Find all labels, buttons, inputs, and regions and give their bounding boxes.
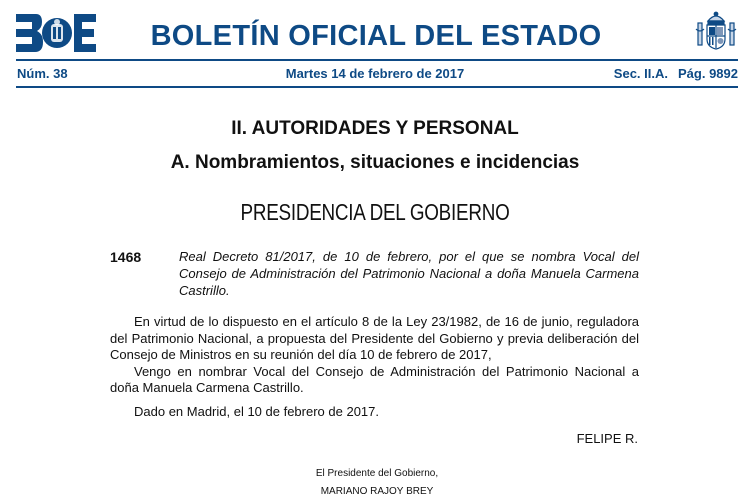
ministry-heading: PRESIDENCIA DEL GOBIERNO bbox=[240, 199, 510, 225]
header-rule-bottom bbox=[16, 86, 738, 88]
issue-number: Núm. 38 bbox=[17, 66, 68, 81]
body-paragraph: Vengo en nombrar Vocal del Consejo de Administración del Patrimonio Nacional a doña Manuela Carmena Castrillo. bbox=[110, 363, 639, 395]
section-page-info bbox=[614, 66, 738, 81]
item-number: 1468 bbox=[110, 249, 142, 265]
page-number: Pág. 9892 bbox=[678, 66, 738, 81]
item-summary: Real Decreto 81/2017, de 10 de febrero, por el que se nombra Vocal del Consejo de Administración del Patrimonio Nacional a doña Manuela Carmena Castrillo. bbox=[179, 249, 639, 298]
section-title: II. AUTORIDADES Y PERSONAL bbox=[231, 118, 519, 139]
section-code: Sec. II.A. bbox=[613, 66, 668, 81]
issue-date: Martes 14 de febrero de 2017 bbox=[285, 66, 465, 81]
decree-body bbox=[110, 314, 639, 397]
spain-coat-of-arms-icon bbox=[694, 9, 738, 53]
countersignature bbox=[0, 465, 750, 501]
king-signature: FELIPE R. bbox=[576, 431, 638, 446]
countersign-title: El Presidente del Gobierno, bbox=[315, 468, 439, 479]
header-rule-top bbox=[16, 59, 738, 61]
bulletin-title: BOLETÍN OFICIAL DEL ESTADO bbox=[150, 20, 602, 52]
given-place-date: Dado en Madrid, el 10 de febrero de 2017. bbox=[134, 404, 380, 419]
subsection-title: A. Nombramientos, situaciones e incidencias bbox=[170, 152, 580, 173]
countersign-name: MARIANO RAJOY BREY bbox=[320, 486, 434, 497]
body-paragraph: En virtud de lo dispuesto en el artículo 8 de la Ley 23/1982, de 16 de junio, reguladora del Patrimonio Nacional, a propuesta del Presidente del Gobierno y previa deliberación del Consejo de Ministros en su reunión del día 10 de febrero de 2017, bbox=[110, 314, 639, 362]
